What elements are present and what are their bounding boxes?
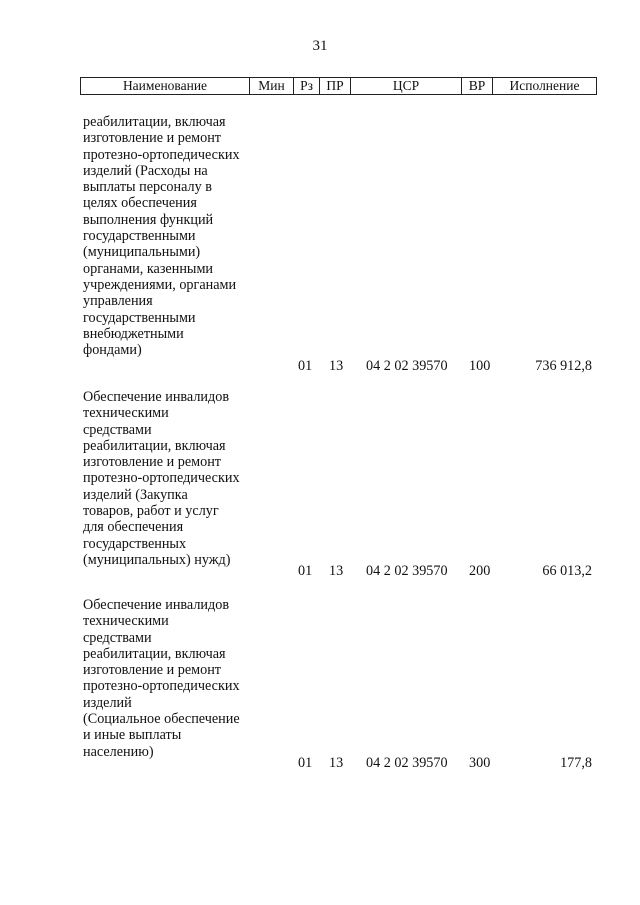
row-vr: 300 bbox=[469, 755, 491, 771]
row-rz: 13 bbox=[329, 358, 344, 374]
header-rz: Рз bbox=[294, 78, 320, 95]
row-min: 01 bbox=[298, 755, 313, 771]
row-amount: 736 912,8 bbox=[535, 358, 592, 374]
row-amount: 66 013,2 bbox=[542, 563, 592, 579]
row-name: реабилитации, включая изготовление и ремонт протезно-ортопедических изделий (Расходы на выплаты персоналу в целях обеспечения выполнения функций государственными (муниципальными) органами, казенными учреждениями, органами управления государственными внебюджетными фондами) bbox=[83, 114, 240, 359]
row-min: 01 bbox=[298, 358, 313, 374]
row-min: 01 bbox=[298, 563, 313, 579]
table-header bbox=[80, 77, 597, 95]
row-name: Обеспечение инвалидов техническими средствами реабилитации, включая изготовление и ремонт протезно-ортопедических изделий (Закупка товаров, работ и услуг для обеспечения государственных (муниципальных) нужд) bbox=[83, 389, 240, 568]
header-vr: ВР bbox=[462, 78, 493, 95]
header-csr: ЦСР bbox=[351, 78, 462, 95]
page-number: 31 bbox=[312, 38, 328, 54]
row-rz: 13 bbox=[329, 755, 344, 771]
header-pr: ПР bbox=[320, 78, 351, 95]
header-amount: Исполнение bbox=[493, 78, 597, 95]
row-vr: 200 bbox=[469, 563, 491, 579]
row-amount: 177,8 bbox=[560, 755, 592, 771]
row-csr: 04 2 02 39570 bbox=[366, 563, 448, 579]
row-csr: 04 2 02 39570 bbox=[366, 755, 448, 771]
row-name: Обеспечение инвалидов техническими средствами реабилитации, включая изготовление и ремонт протезно-ортопедических изделий (Социальное обеспечение и иные выплаты населению) bbox=[83, 597, 240, 760]
row-rz: 13 bbox=[329, 563, 344, 579]
header-min: Мин bbox=[250, 78, 294, 95]
row-csr: 04 2 02 39570 bbox=[366, 358, 448, 374]
row-vr: 100 bbox=[469, 358, 491, 374]
header-name: Наименование bbox=[81, 78, 250, 95]
